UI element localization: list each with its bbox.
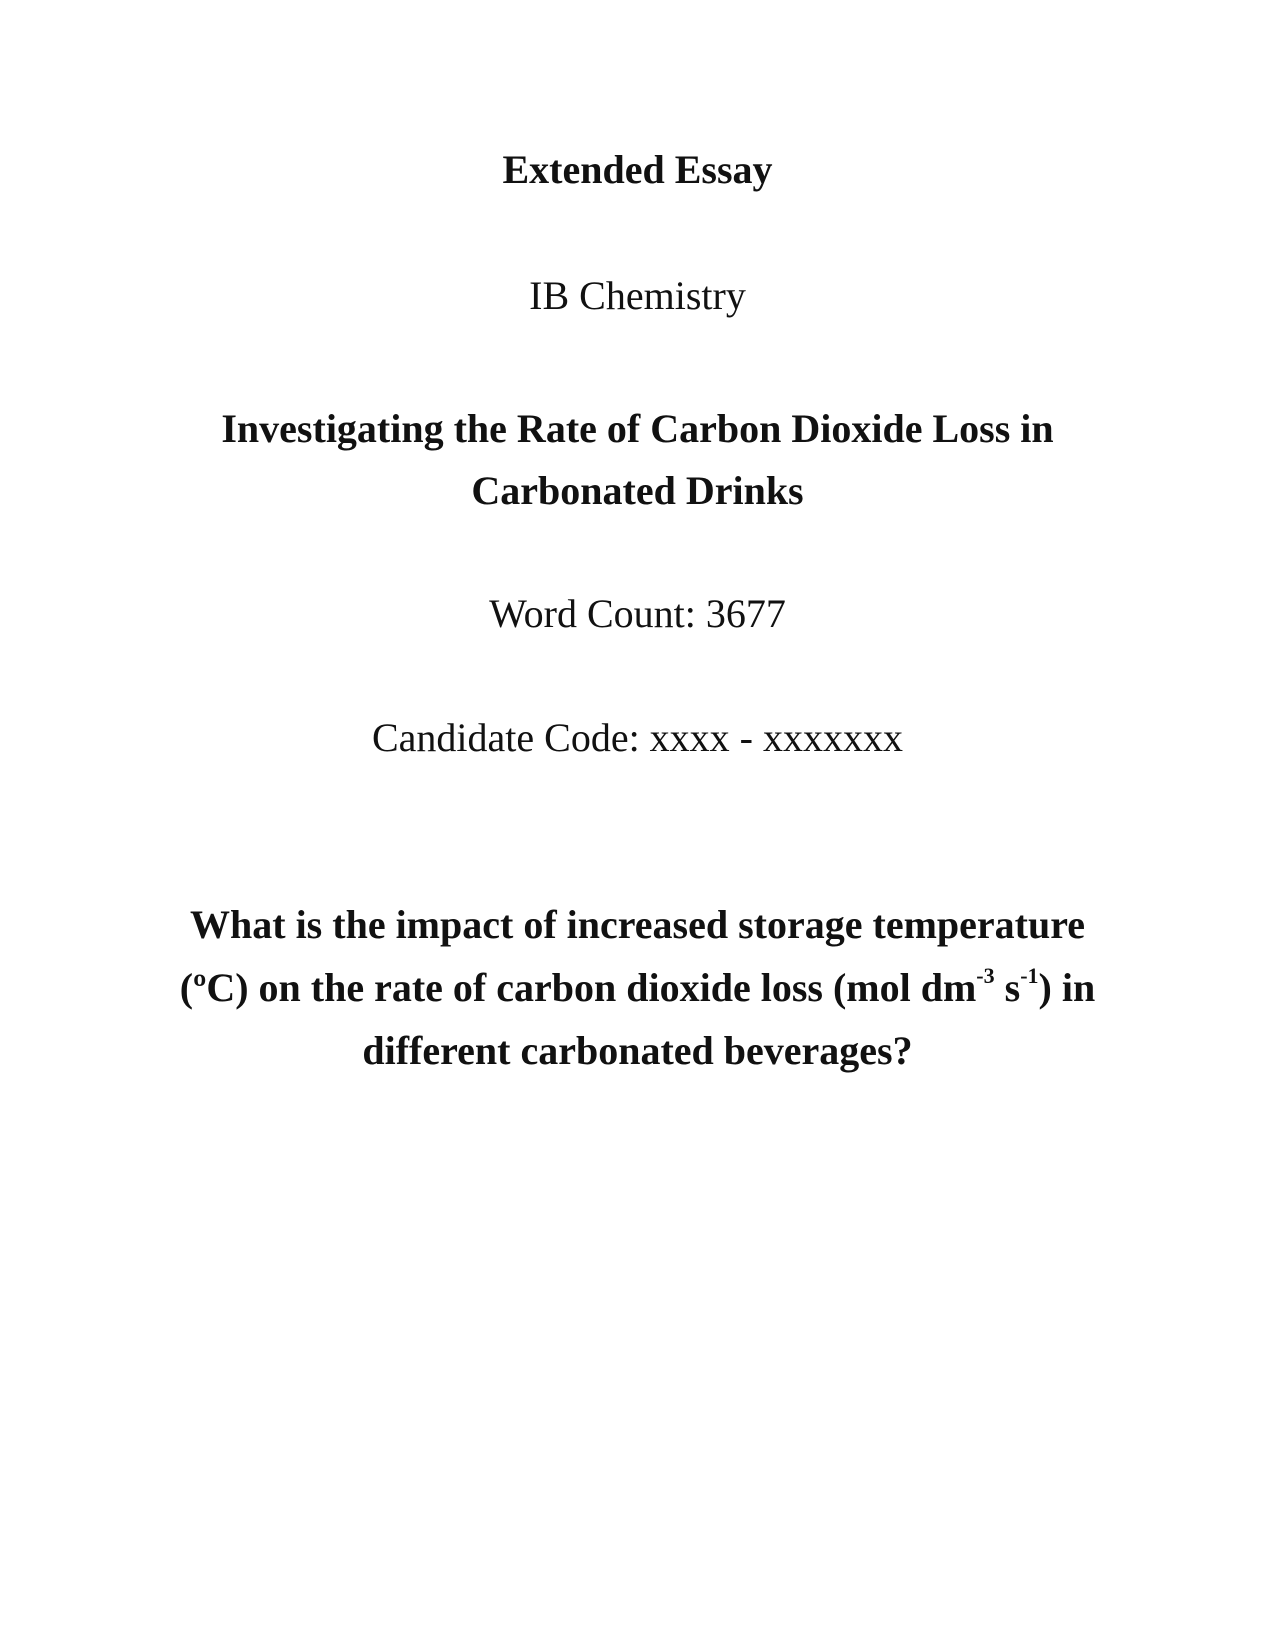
research-question-line-2-end: ) in: [1038, 965, 1096, 1010]
research-question-line-2-middle: s: [994, 965, 1021, 1010]
essay-title-line-1: Investigating the Rate of Carbon Dioxide Loss in: [221, 406, 1054, 451]
research-question: [0, 893, 1275, 1082]
candidate-code: Candidate Code: xxxx - xxxxxxx: [371, 715, 904, 760]
research-question-line-3: different carbonated beverages?: [362, 1028, 913, 1073]
research-question-line-1: What is the impact of increased storage temperature: [190, 902, 1085, 947]
essay-title-line-2: Carbonated Drinks: [471, 468, 804, 513]
essay-type: Extended Essay: [502, 147, 773, 192]
research-question-line-2: [0, 956, 1275, 1019]
word-count: Word Count: 3677: [489, 591, 786, 636]
subject: IB Chemistry: [529, 273, 746, 318]
research-question-line-2-start: (ºC) on the rate of carbon dioxide loss (mol dm: [179, 965, 977, 1010]
unit-exponent-s: -1: [1020, 963, 1039, 988]
essay-title: [0, 398, 1275, 522]
unit-exponent-dm: -3: [976, 963, 995, 988]
